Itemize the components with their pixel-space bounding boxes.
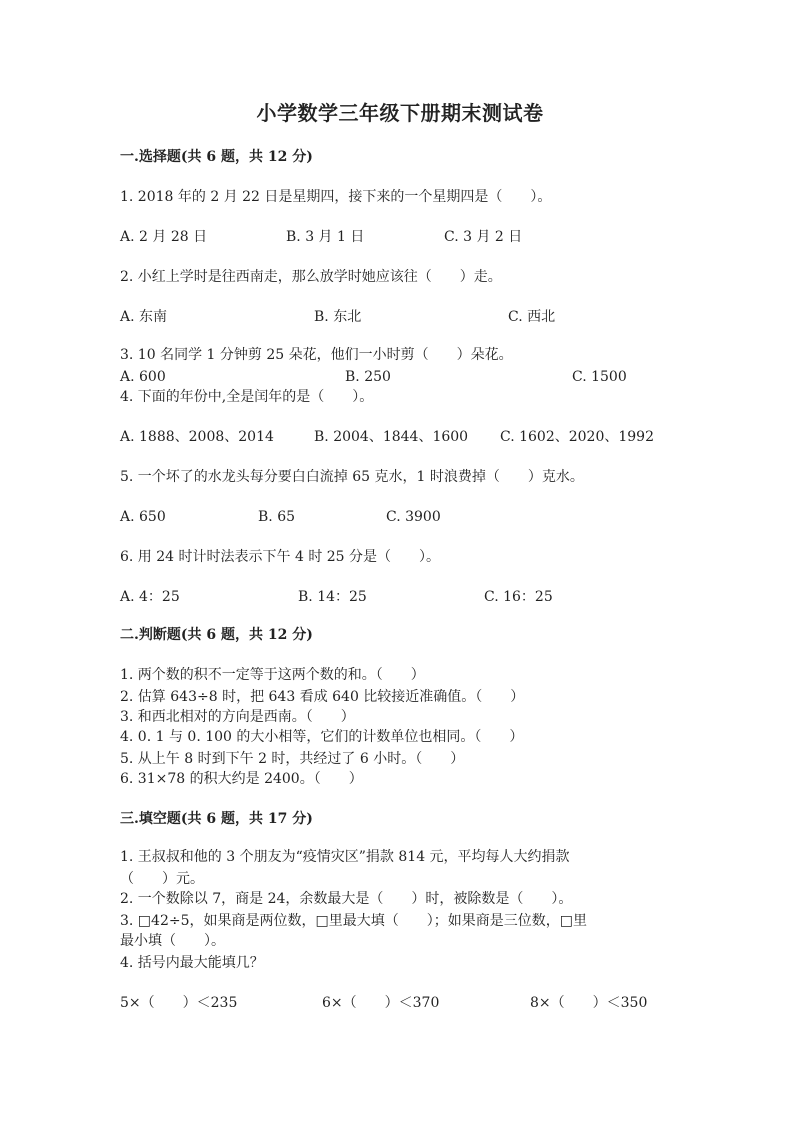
- question-text: 5. 一个坏了的水龙头每分要白白流掉 65 克水，1 时浪费掉（ ）克水。: [120, 469, 584, 485]
- option-b: B. 250: [345, 369, 391, 385]
- judgement-item: 6. 31×78 的积大约是 2400。（ ）: [120, 771, 363, 787]
- section-heading-judgement: 二.判断题(共 6 题，共 12 分): [120, 627, 313, 643]
- option-b: B. 14：25: [298, 589, 367, 605]
- option-b: B. 东北: [314, 309, 362, 325]
- option-a: A. 650: [120, 509, 166, 525]
- inequality: 8×（ ）＜350: [530, 995, 648, 1011]
- option-b: B. 65: [258, 509, 296, 525]
- question-text: 3. 10 名同学 1 分钟剪 25 朵花，他们一小时剪（ ）朵花。: [120, 347, 513, 363]
- judgement-item: 4. 0. 1 与 0. 100 的大小相等，它们的计数单位也相同。（ ）: [120, 729, 524, 745]
- option-c: C. 1500: [572, 369, 627, 385]
- inequality: 6×（ ）＜370: [322, 995, 440, 1011]
- option-c: C. 16：25: [484, 589, 553, 605]
- fill-blank-line: 1. 王叔叔和他的 3 个朋友为“疫情灾区”捐款 814 元，平均每人大约捐款: [120, 849, 570, 865]
- judgement-item: 5. 从上午 8 时到下午 2 时，共经过了 6 小时。（ ）: [120, 751, 465, 767]
- question-text: 2. 小红上学时是往西南走，那么放学时她应该往（ ）走。: [120, 269, 502, 285]
- section-heading-choice: 一.选择题(共 6 题，共 12 分): [120, 149, 313, 165]
- option-a: A. 东南: [120, 309, 168, 325]
- fill-blank-line: 3. □42÷5，如果商是两位数，□里最大填（ ）；如果商是三位数，□里: [120, 913, 587, 929]
- option-a: A. 600: [120, 369, 166, 385]
- option-b: B. 3 月 1 日: [286, 229, 365, 245]
- option-c: C. 3900: [386, 509, 441, 525]
- question-text: 1. 2018 年的 2 月 22 日是星期四，接下来的一个星期四是（ ）。: [120, 189, 552, 205]
- option-a: A. 2 月 28 日: [120, 229, 208, 245]
- fill-blank-line: 4. 括号内最大能填几？: [120, 955, 264, 971]
- fill-blank-line: 2. 一个数除以 7，商是 24，余数最大是（ ）时，被除数是（ ）。: [120, 891, 573, 907]
- option-c: C. 3 月 2 日: [444, 229, 523, 245]
- page-title: 小学数学三年级下册期末测试卷: [256, 101, 544, 125]
- judgement-item: 3. 和西北相对的方向是西南。（ ）: [120, 709, 355, 725]
- fill-blank-line: 最小填（ ）。: [120, 933, 225, 949]
- judgement-item: 2. 估算 643÷8 时，把 643 看成 640 比较接近准确值。（ ）: [120, 689, 525, 705]
- option-a: A. 1888、2008、2014: [120, 429, 274, 445]
- fill-blank-line: （ ）元。: [120, 871, 204, 887]
- inequality: 5×（ ）＜235: [120, 995, 238, 1011]
- option-a: A. 4：25: [120, 589, 180, 605]
- section-heading-fill-blank: 三.填空题(共 6 题，共 17 分): [120, 811, 313, 827]
- question-text: 6. 用 24 时计时法表示下午 4 时 25 分是（ ）。: [120, 549, 441, 565]
- question-text: 4. 下面的年份中,全是闰年的是（ ）。: [120, 389, 374, 405]
- option-c: C. 1602、2020、1992: [500, 429, 654, 445]
- option-b: B. 2004、1844、1600: [314, 429, 469, 445]
- option-c: C. 西北: [508, 309, 556, 325]
- judgement-item: 1. 两个数的积不一定等于这两个数的和。（ ）: [120, 667, 425, 683]
